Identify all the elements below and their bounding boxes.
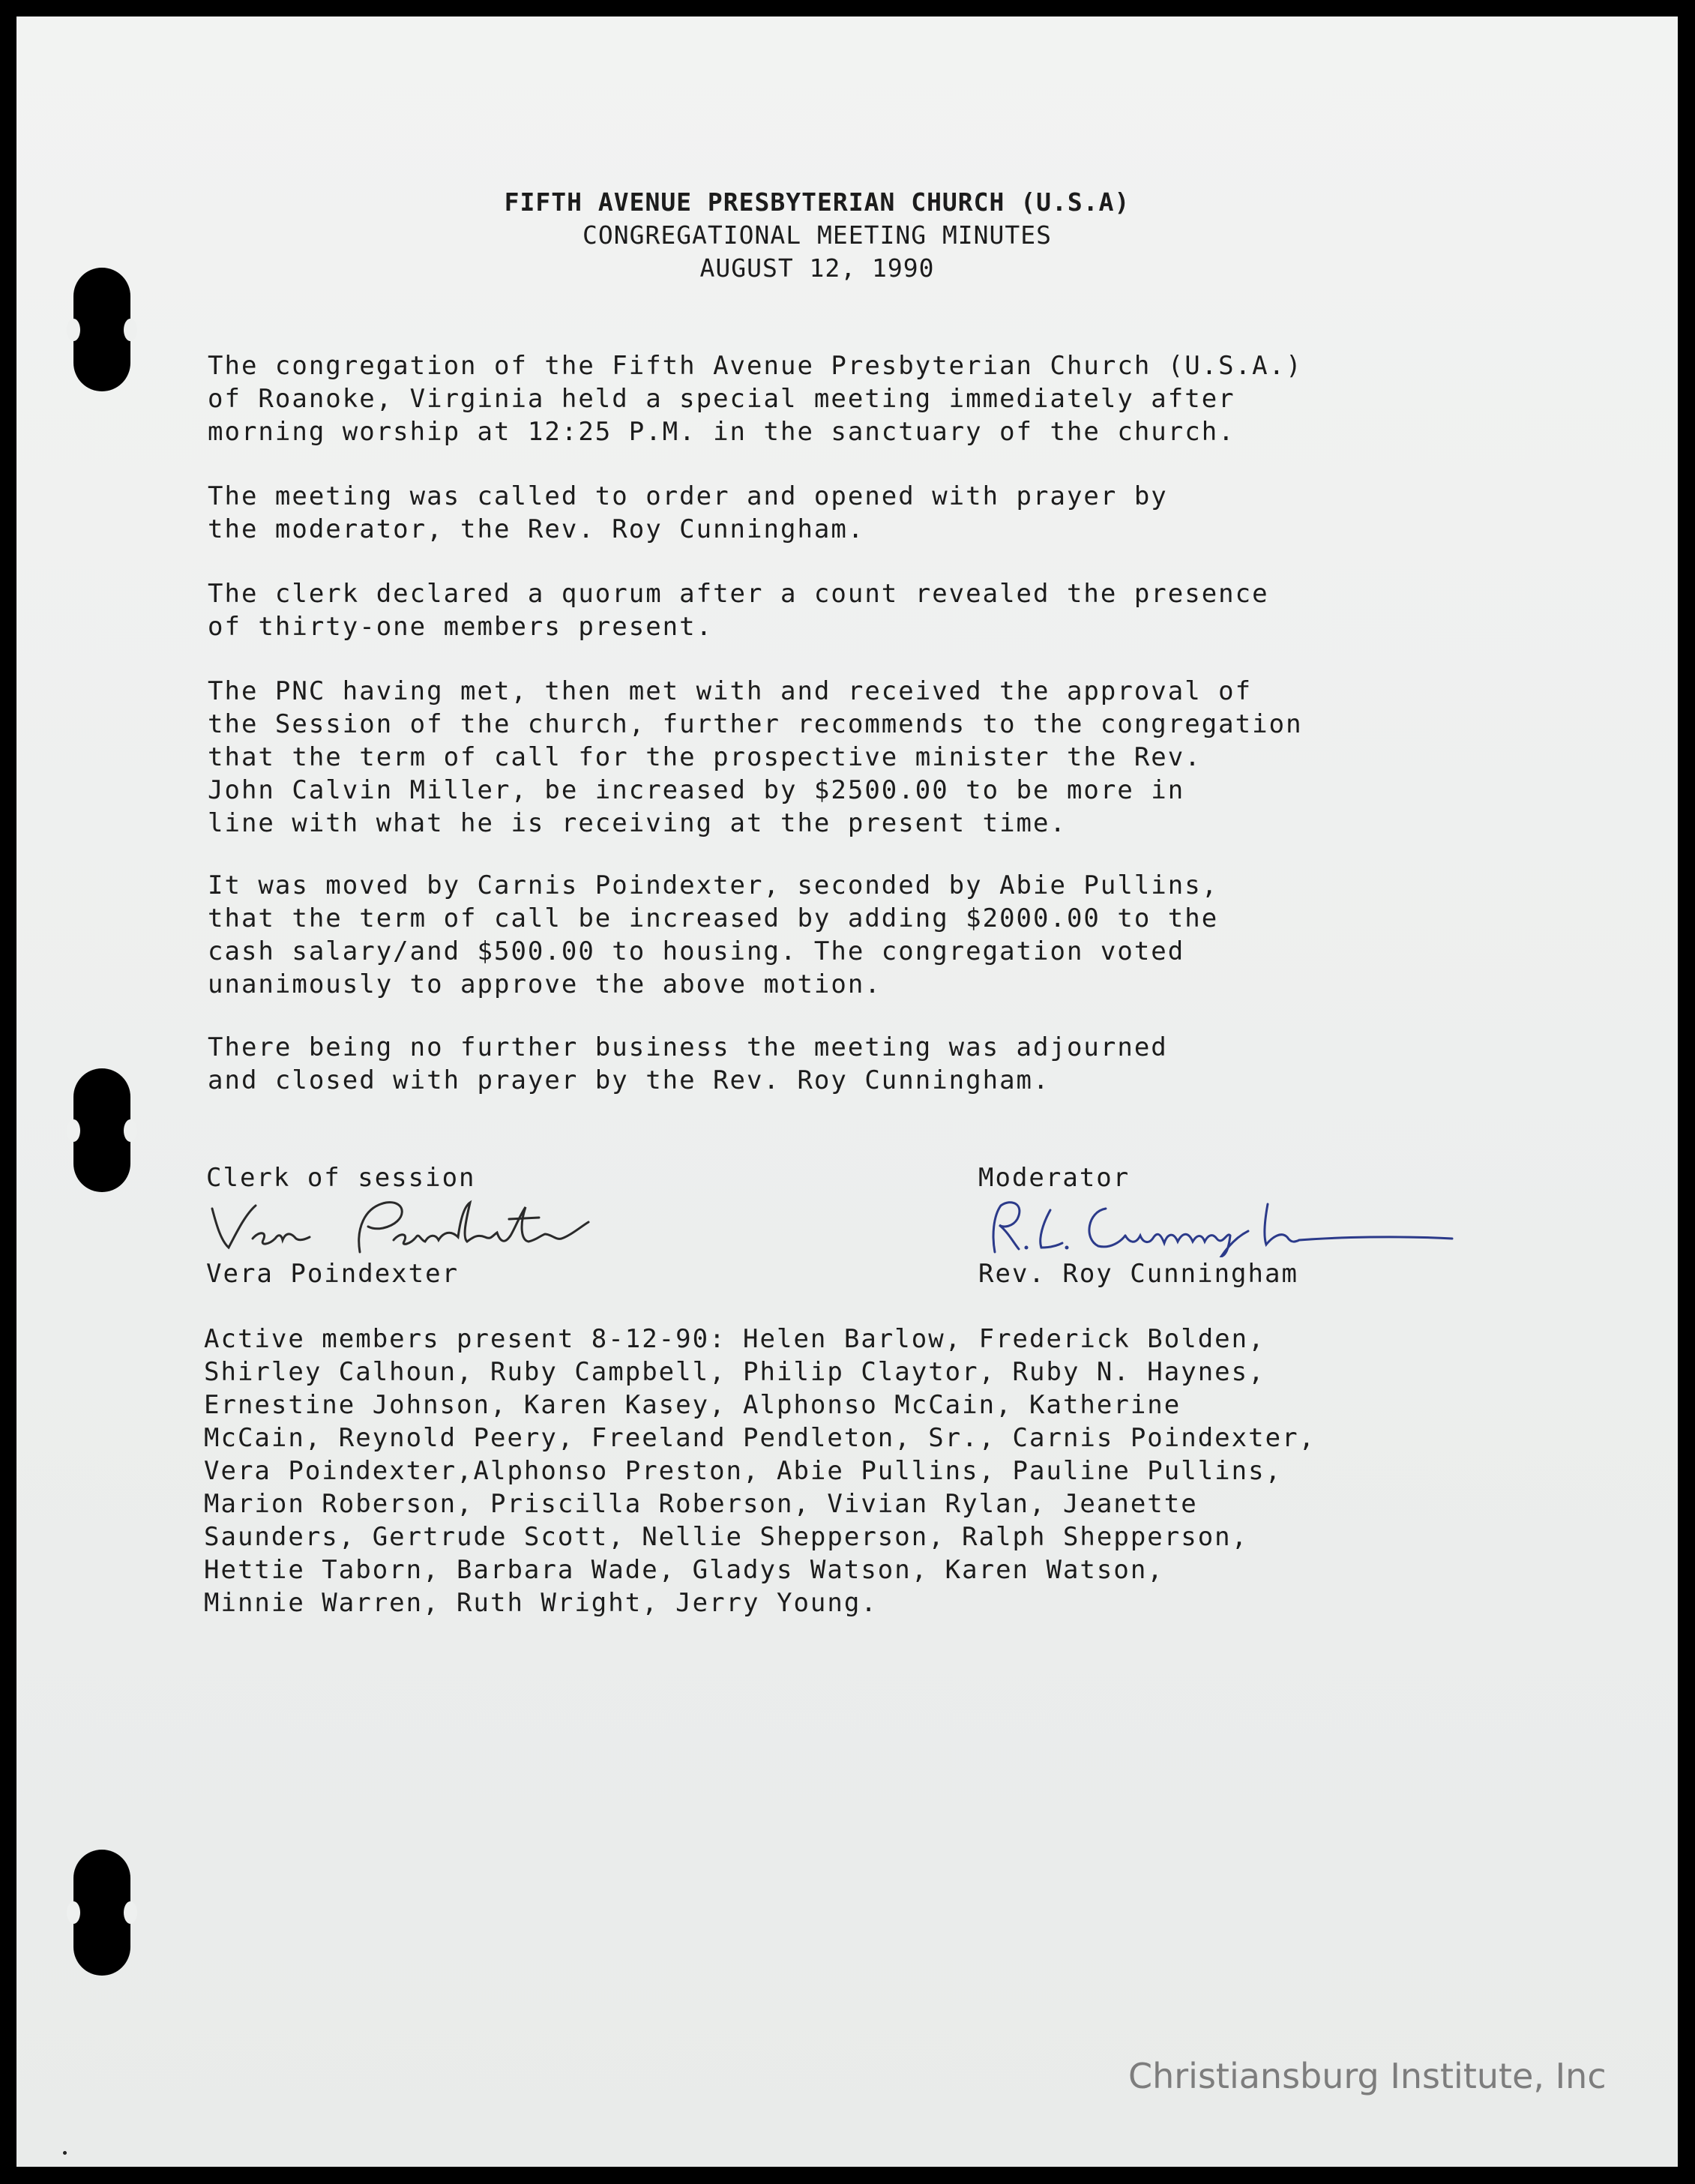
watermark-text: Christiansburg Institute, Inc xyxy=(1128,2056,1607,2096)
document-title: CONGREGATIONAL MEETING MINUTES xyxy=(582,220,1053,250)
paragraph-call-to-order: The meeting was called to order and opened with prayer by the moderator, the Rev. Roy Cunningham. xyxy=(208,481,1168,544)
paragraph-quorum: The clerk declared a quorum after a count revealed the presence of thirty-one members present. xyxy=(208,579,1269,642)
document-header xyxy=(0,186,1634,285)
punch-hole-bottom xyxy=(73,1850,130,1976)
clerk-name: Vera Poindexter xyxy=(206,1259,460,1289)
moderator-name: Rev. Roy Cunningham xyxy=(978,1259,1298,1289)
paragraph-pnc-recommendation: The PNC having met, then met with and received the approval of the Session of the church, further recommends to the congregation that the term of call for the prospective minister the Rev. John Calvin Miller, be increased by $2500.00 to be more in line with what he is receiving at the present time. xyxy=(208,676,1303,838)
paper-speck xyxy=(63,2151,67,2155)
meeting-date: AUGUST 12, 1990 xyxy=(699,253,935,283)
members-present-list: Active members present 8-12-90: Helen Barlow, Frederick Bolden, Shirley Calhoun, Ruby Campbell, Philip Claytor, Ruby N. Haynes, Ernestine Johnson, Karen Kasey, Alphonso McCain, Katherine McCain, Reynold Peery, Freeland Pendleton, Sr., Carnis Poindexter, Vera Poindexter,Alphonso Preston, Abie Pullins, Pauline Pullins, Marion Roberson, Priscilla Roberson, Vivian Rylan, Jeanette Saunders, Gertrude Scott, Nellie Shepperson, Ralph Shepperson, Hettie Taborn, Barbara Wade, Gladys Watson, Karen Watson, Minnie Warren, Ruth Wright, Jerry Young. xyxy=(204,1324,1316,1618)
punch-hole-middle xyxy=(73,1068,130,1192)
church-name: FIFTH AVENUE PRESBYTERIAN CHURCH (U.S.A) xyxy=(504,187,1130,217)
clerk-signature xyxy=(206,1192,626,1260)
svg-text:Vera Poindexter: Vera Poindexter xyxy=(206,1258,214,1259)
moderator-signature xyxy=(978,1194,1458,1257)
clerk-role-label: Clerk of session xyxy=(206,1163,476,1193)
moderator-role-label: Moderator xyxy=(978,1163,1130,1193)
paragraph-adjournment: There being no further business the meeting was adjourned and closed with prayer by the Rev. Roy Cunningham. xyxy=(208,1032,1168,1095)
paragraph-meeting-intro: The congregation of the Fifth Avenue Presbyterian Church (U.S.A.) of Roanoke, Virginia held a special meeting immediately after morning worship at 12:25 P.M. in the sanctuary of the church. xyxy=(208,351,1303,447)
paragraph-motion: It was moved by Carnis Poindexter, seconded by Abie Pullins, that the term of call be increased by adding $2000.00 to the cash salary/and $500.00 to housing. The congregation voted unanimously to approve the above motion. xyxy=(208,870,1219,999)
punch-hole-top xyxy=(73,268,130,391)
